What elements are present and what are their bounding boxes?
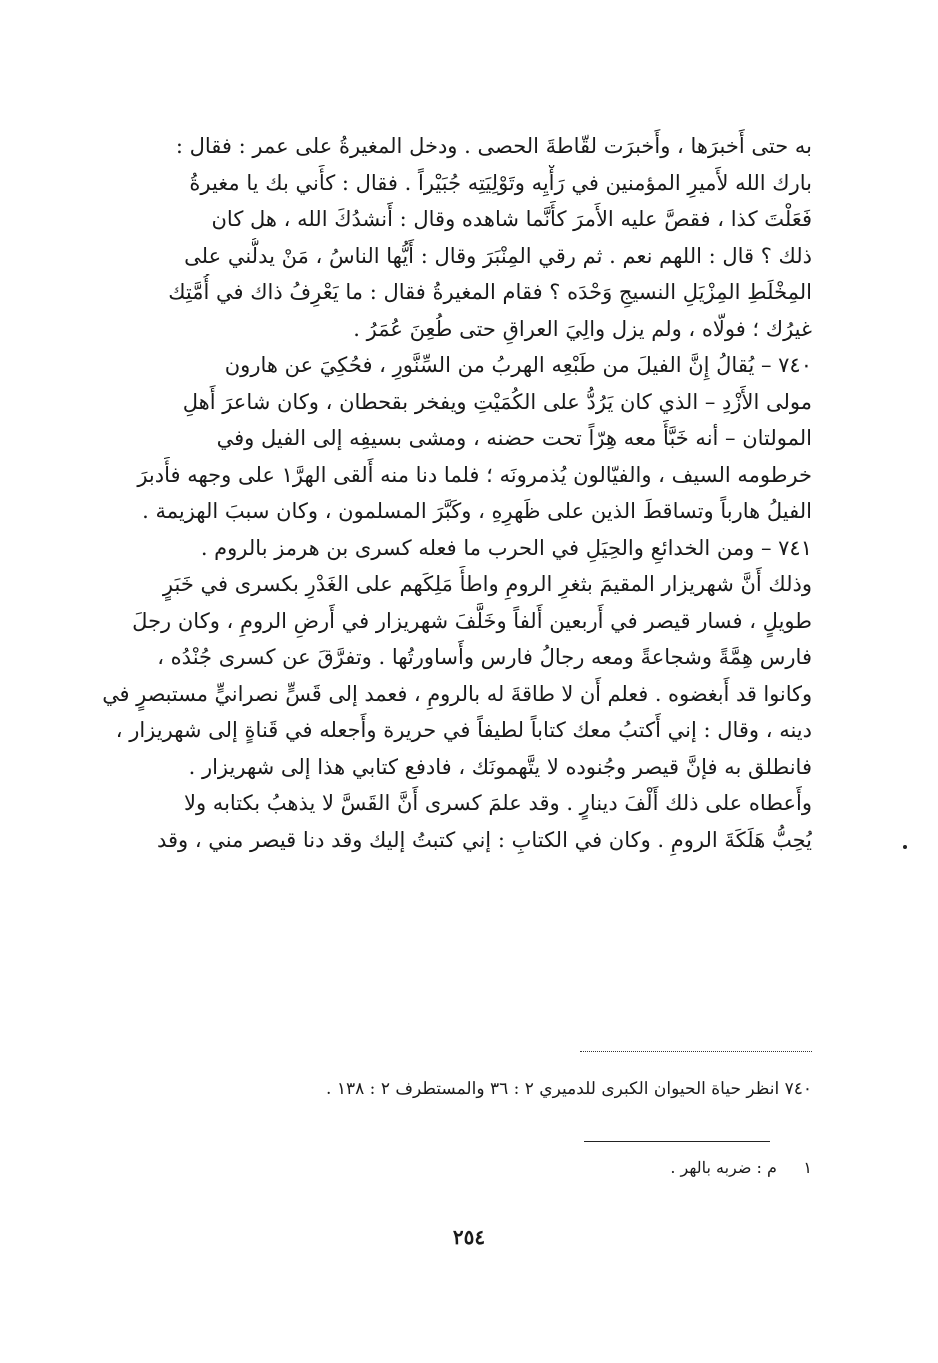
text-line: فارس هِمَّةً وشجاعةً ومعه رجالُ فارس وأَساورتُها . وتفرَّقَ عن كسرى جُنْدُه ، [157,645,812,669]
text-line: المولتان – أنه خَبَّأَ معه هِرّاً تحت حضنه ، ومشى بسيفِه إلى الفيل وفي [216,426,812,450]
text-line: وذلك أَنَّ شهريزار المقيمَ بثغرِ الرومِ واطأَ مَلِكَهم على الغَدْرِ بكسرى في خَبَرٍ [162,572,812,596]
page-number: ٢٥٤ [452,1225,486,1249]
text-line: مولى الأَزْدِ – الذي كان يَرُدُّ على الكُمَيْتِ ويفخر بقحطان ، وكان شاعرَ أَهلِ [182,389,812,414]
paragraph-740-start: ٧٤٠ – يُقالُ إِنَّ الفيلَ من طَبْعِه الهربُ من السِّنَّورِ ، فحُكِيَ عن هارون [224,353,812,377]
text-line: طويلٍ ، فسار قيصر في أَربعين أَلفاً وخَلَّفَ شهريزار في أَرضِ الرومِ ، وكان رجلَ [132,608,812,633]
text-line: به حتى أَخبرَها ، وأَخبرَت لقّاطةَ الحصى . ودخل المغيرةُ على عمر : فقال : [175,134,812,158]
text-line: وأَعطاه على ذلك أَلْفَ دينارٍ . وقد علمَ كسرى أَنَّ القَسَّ لا يذهبُ بكتابه ولا [184,791,812,815]
text-line: بارك الله لأَميرِ المؤمنين في رَأْيِه وتَوْلِيَتِه جُبَيْراً . فقال : كأَني بك يا مغيرةُ [189,170,812,195]
text-line: فانطلق به فإنَّ قيصر وجُنوده لا يتَّهمونَك ، فادفع كتابي هذا إلى شهريزار . [188,754,812,779]
footnote [100,1156,812,1180]
footnote-divider [584,1141,770,1142]
footnote-text: م : ضربه بالهر . [670,1158,777,1177]
paragraph-741-start: ٧٤١ – ومن الخدائعِ والحِيَلِ في الحرب ما فعله كسرى بن هرمز بالروم . [200,535,812,560]
text-line: المِخْلَطِ المِزْيَلِ النسيجِ وَحْدَه ؟ فقام المغيرةُ فقال : ما يَعْرِفُ ذاك في أُمَّتِك [168,280,812,304]
text-line: دينه ، وقال : إني أَكتبُ معك كتاباً لطيفاً في حريرة وأَجعله في قَناةٍ إلى شهريزار ، [115,718,812,742]
text-line: خرطومه السيف ، والفيّالون يُذمرونَه ؛ فلما دنا منه أَلقى الهرَّ١ على وجهه فأَدبرَ [137,462,812,487]
text-line: فَعَلْتَ كذا ، فقصَّ عليه الأَمرَ كأَنَّما شاهده وقال : أَنشدُكَ الله ، هل كان [211,207,812,231]
footnote-marker: ١ [803,1158,812,1177]
text-line: وكانوا قد أَبغضوه . فعلم أَن لا طاقةَ له بالرومِ ، فعمد إلى قَسٍّ نصرانيٍّ مستبصرٍ في [102,681,812,706]
source-note-divider [580,1051,812,1052]
text-line: الفيلُ هارباً وتساقطَ الذين على ظَهرِهِ ، وكَبَّرَ المسلمون ، وكان سببَ الهزيمة . [142,499,812,523]
margin-dot [903,845,907,849]
source-note: ٧٤٠ انظر حياة الحيوان الكبرى للدميري ٢ : ٣٦ والمستطرف ٢ : ١٣٨ . [326,1079,812,1099]
text-line: غيرُك ؛ فولّاه ، ولم يزل والِيَ العراقِ حتى طُعِنَ عُمَرُ . [353,316,812,341]
main-text [100,128,812,858]
text-line: يُحِبُّ هَلَكَةَ الرومِ . وكان في الكتابِ : إني كتبتُ إليك وقد دنا قيصر مني ، وقد [156,827,812,852]
text-line: ذلك ؟ قال : اللهم نعم . ثم رقي المِنْبَرَ وقال : أَيُّها الناسُ ، مَنْ يدلُّني على [184,243,812,268]
